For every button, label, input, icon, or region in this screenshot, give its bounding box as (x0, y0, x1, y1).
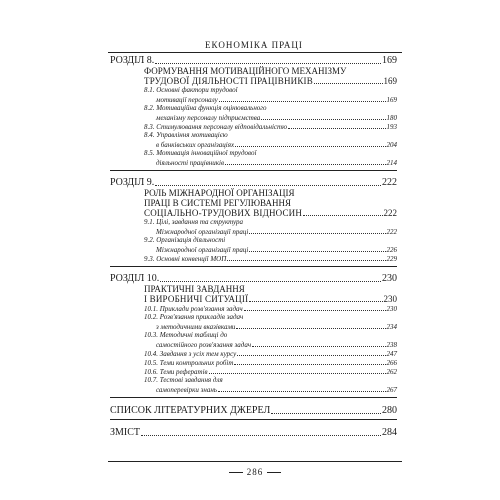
section-line: 9.2. Організація діяльності (144, 236, 226, 244)
dot-leader (218, 391, 386, 392)
dot-leader (288, 128, 385, 129)
section-line: діяльності працівників (156, 159, 225, 167)
dot-leader (244, 310, 386, 311)
chapter-label: РОЗДІЛ 10. (110, 273, 160, 284)
page-number: 169 (386, 96, 397, 104)
dot-leader (249, 251, 385, 252)
toc-chapter-8[interactable] (110, 54, 397, 66)
dot-leader (252, 346, 385, 347)
section-line: з методичними вказівками (156, 323, 236, 331)
dot-leader (234, 364, 385, 365)
page-number: 234 (386, 323, 397, 331)
bibliography-label: СПИСОК ЛІТЕРАТУРНИХ ДЖЕРЕЛ (110, 405, 271, 416)
toc-section-9-2[interactable] (110, 245, 397, 254)
dot-leader (249, 301, 382, 302)
page-number: 169 (382, 55, 397, 66)
section-line: 8.1. Основні фактори трудової (144, 86, 238, 94)
section-line: 8.3. Стимулювання персоналу відповідальністю (144, 123, 288, 131)
dot-leader (141, 435, 381, 436)
section-line: мотивації персоналу (156, 96, 218, 104)
footer-dash (267, 472, 281, 473)
toc-section-10-1[interactable] (110, 304, 397, 313)
page-number: 284 (382, 427, 397, 438)
section-line: 10.4. Завдання з усіх тем курсу (144, 350, 237, 358)
section-line: 10.7. Тестові завдання для (144, 376, 223, 384)
chapter-title-line: ТРУДОВОЇ ДІЯЛЬНОСТІ ПРАЦІВНИКІВ (144, 76, 313, 86)
page-number: 214 (386, 159, 397, 167)
chapter-title-line: ФОРМУВАННЯ МОТИВАЦІЙНОГО МЕХАНІЗМУ (144, 66, 347, 76)
page-number: 222 (382, 177, 397, 188)
header-rule (108, 52, 402, 53)
page-number: 193 (386, 123, 397, 131)
page-number: 262 (386, 368, 397, 376)
section-line: самостійного розв'язання задач (156, 341, 252, 349)
toc-section-10-6[interactable] (110, 367, 397, 376)
section-divider (110, 419, 397, 420)
section-line: 8.2. Мотиваційна функція оцінювального (144, 104, 267, 112)
section-line: Міжнародної організації праці (156, 228, 249, 236)
page-number: 222 (383, 208, 397, 218)
toc-section-8-5[interactable] (110, 158, 397, 167)
toc-section-9-3[interactable] (110, 254, 397, 263)
toc-section-8-3[interactable] (110, 122, 397, 131)
dot-leader (155, 185, 381, 186)
dot-leader (219, 101, 386, 102)
section-line: 10.6. Теми рефератів (144, 368, 208, 376)
toc-section-10-2[interactable] (110, 322, 397, 331)
toc-section-9-1[interactable] (110, 227, 397, 236)
section-line: самоперевірки знань (156, 386, 217, 394)
toc-bibliography[interactable] (110, 403, 397, 416)
dot-leader (314, 83, 383, 84)
page-number: 169 (383, 76, 397, 86)
chapter-label: РОЗДІЛ 8. (110, 55, 155, 66)
page-number: 238 (386, 341, 397, 349)
dot-leader (237, 355, 385, 356)
page-number: 267 (386, 386, 397, 394)
section-line: механізму персоналу підприємства (156, 114, 261, 122)
toc-section-10-4[interactable] (110, 349, 397, 358)
section-line: 10.3. Методичні таблиці до (144, 331, 228, 339)
toc-section-10-5[interactable] (110, 358, 397, 367)
footer-rule (108, 461, 402, 462)
chapter-title-line: ПРАЦІ В СИСТЕМІ РЕГУЛЮВАННЯ (144, 198, 291, 208)
chapter-title-line: СОЦІАЛЬНО-ТРУДОВИХ ВІДНОСИН (144, 208, 303, 218)
toc-section-10-3[interactable] (110, 340, 397, 349)
contents-label: ЗМІСТ (110, 427, 141, 438)
chapter-label: РОЗДІЛ 9. (110, 177, 155, 188)
toc-section-8-4[interactable] (110, 140, 397, 149)
dot-leader (155, 63, 381, 64)
footer-dash (229, 472, 243, 473)
page-number: 222 (386, 228, 397, 236)
toc-section-10-7[interactable] (110, 385, 397, 394)
toc-chapter-10-title[interactable] (110, 294, 397, 304)
dot-leader (227, 260, 385, 261)
page-number: 247 (386, 350, 397, 358)
table-of-contents (110, 54, 397, 438)
toc-section-8-1[interactable] (110, 95, 397, 104)
section-divider (110, 397, 397, 398)
section-line: в банківських організаціях (156, 141, 235, 149)
page-number: 229 (386, 255, 397, 263)
chapter-title-line: І ВИРОБНИЧІ СИТУАЦІЇ (144, 294, 249, 304)
toc-chapter-9-title[interactable] (110, 208, 397, 218)
page-number: 280 (382, 405, 397, 416)
page-number: 226 (386, 246, 397, 254)
toc-section-8-2[interactable] (110, 113, 397, 122)
dot-leader (261, 119, 385, 120)
dot-leader (236, 328, 385, 329)
page-number: 204 (386, 141, 397, 149)
running-head: ЕКОНОМІКА ПРАЦІ (205, 40, 303, 50)
dot-leader (235, 146, 385, 147)
chapter-title-line: ПРАКТИЧНІ ЗАВДАННЯ (144, 284, 245, 294)
toc-chapter-8-title[interactable] (110, 76, 397, 86)
page-number-footer: 286 (246, 467, 264, 477)
section-line: 8.5. Мотивація інноваційної трудової (144, 149, 257, 157)
section-line: Міжнародної організації праці (156, 246, 249, 254)
dot-leader (225, 164, 385, 165)
section-divider (110, 266, 397, 267)
toc-chapter-10[interactable] (110, 272, 397, 284)
toc-contents[interactable] (110, 425, 397, 438)
page-number: 266 (386, 359, 397, 367)
page-number: 230 (383, 294, 397, 304)
toc-chapter-9[interactable] (110, 176, 397, 188)
dot-leader (160, 281, 381, 282)
dot-leader (303, 215, 382, 216)
section-line: 9.1. Цілі, завдання та структура (144, 218, 244, 226)
dot-leader (249, 233, 385, 234)
page-number: 230 (386, 305, 397, 313)
chapter-title-line: РОЛЬ МІЖНАРОДНОЇ ОРГАНІЗАЦІЯ (144, 188, 295, 198)
section-line: 8.4. Управління мотивацією (144, 131, 228, 139)
page-number: 180 (386, 114, 397, 122)
section-line: 10.1. Приклади розв'язання задач (144, 305, 243, 313)
section-line: 10.2. Розв'язання прикладів задач (144, 313, 244, 321)
page-footer (108, 467, 402, 477)
section-line: 9.3. Основні конвенції МОП (144, 255, 227, 263)
section-line: 10.5. Теми контрольних робіт (144, 359, 234, 367)
page-number: 230 (382, 273, 397, 284)
dot-leader (209, 373, 386, 374)
dot-leader (271, 413, 381, 414)
section-divider (110, 170, 397, 171)
